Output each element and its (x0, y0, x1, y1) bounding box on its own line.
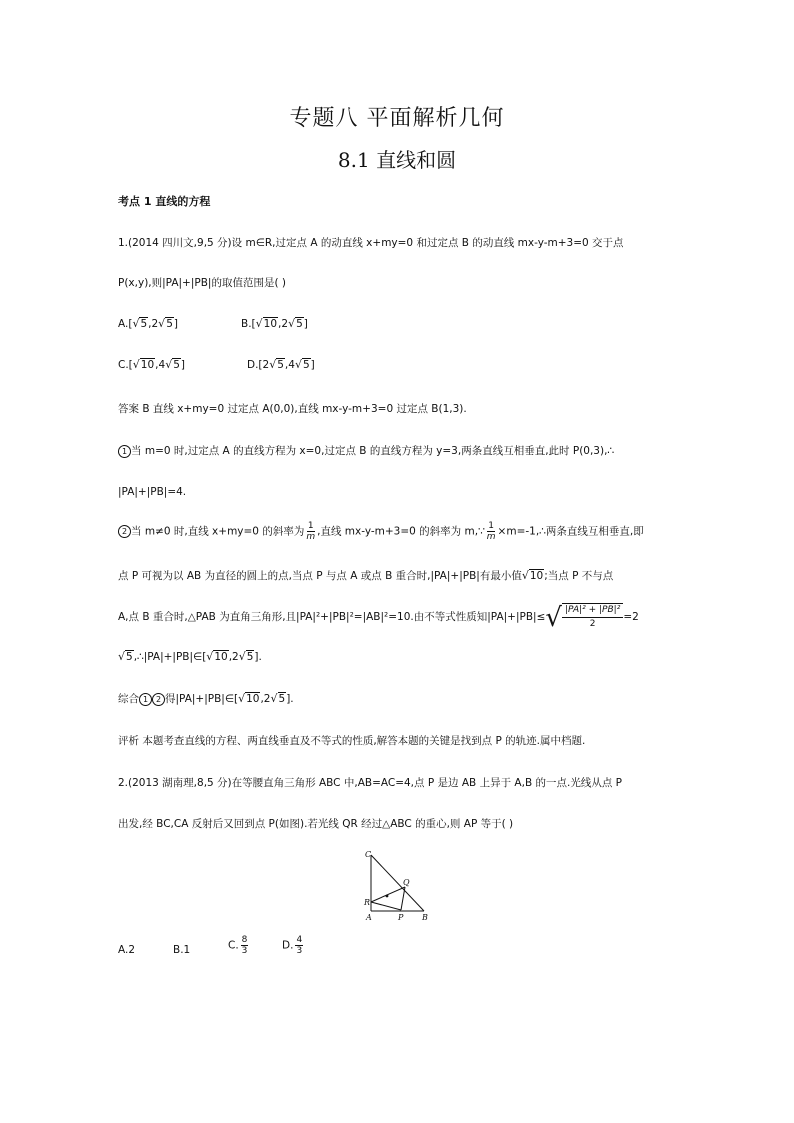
q1-line-min-value: 点 P 可视为以 AB 为直径的圆上的点,当点 P 与点 A 或点 B 重合时,|PA|+|PB|有最小值√10;当点 P 不与点 (118, 569, 614, 582)
sqrt-expression: √ |PA|² + |PB|² 2 (545, 603, 623, 631)
label-c: C (365, 850, 372, 859)
q1-option-c: C.[√10,4√5] (118, 358, 185, 371)
q1-summary: 综合 1 2 得|PA|+|PB|∈[√10,2√5]. (118, 692, 294, 705)
q2-option-b: B.1 (173, 944, 191, 956)
label-q: Q (403, 878, 410, 887)
q1-stem-line-2: P(x,y),则|PA|+|PB|的取值范围是( ) (118, 277, 286, 289)
q1-answer: 答案 B 直线 x+my=0 过定点 A(0,0),直线 mx-y-m+3=0 过定点 B(1,3). (118, 403, 467, 415)
ray-pq (401, 887, 405, 910)
fraction-1-over-m-2: $\frac{1}{m}$ (486, 521, 496, 542)
circled-number-2: 2 (118, 525, 131, 538)
q1-case-2: 2 当 m≠0 时,直线 x+my=0 的斜率为 $\frac{1}{m}$ ,直线 mx-y-m+3=0 的斜率为 m,∵ $\frac{1}{m}$ ×m=-1,∴两条直线互相垂直,即 (118, 521, 644, 542)
q1-case-1: 1 当 m=0 时,过定点 A 的直线方程为 x=0,过定点 B 的直线方程为 y=3,两条直线互相垂直,此时 P(0,3),∴ (118, 444, 614, 458)
fraction-1-over-m: $\frac{1}{m}$ (306, 521, 316, 542)
q1-case-1-result: |PA|+|PB|=4. (118, 486, 187, 498)
q1-option-b: B.[√10,2√5] (241, 317, 308, 330)
label-a: A (366, 913, 372, 922)
ray-rp (371, 902, 401, 910)
q1-comment: 评析 本题考查直线的方程、两直线垂直及不等式的性质,解答本题的关键是找到点 P 的轨迹.属中档题. (118, 735, 586, 747)
label-b: B (422, 913, 428, 922)
q1-stem-line-1: 1.(2014 四川文,9,5 分)设 m∈R,过定点 A 的动直线 x+my=0 和过定点 B 的动直线 mx-y-m+3=0 交于点 (118, 237, 624, 249)
side-bc (371, 855, 424, 911)
q2-stem-line-2: 出发,经 BC,CA 反射后又回到点 P(如图).若光线 QR 经过△ABC 的重心,则 AP 等于( ) (118, 818, 514, 830)
label-r: R (364, 898, 371, 907)
q1-line-range: √5,∴|PA|+|PB|∈[√10,2√5]. (118, 650, 262, 663)
circled-number-1: 1 (118, 445, 131, 458)
q1-option-d: D.[2√5,4√5] (247, 358, 315, 371)
triangle-figure (360, 848, 440, 928)
q1-option-a: A.[√5,2√5] (118, 317, 178, 330)
q2-option-d: D. $\frac{4}{3}$ (282, 935, 303, 956)
q2-option-c: C. $\frac{8}{3}$ (228, 935, 248, 956)
q2-option-a: A.2 (118, 944, 136, 956)
centroid-dot (386, 895, 389, 898)
topic-heading: 考点 1 直线的方程 (118, 195, 211, 208)
label-p: P (398, 913, 404, 922)
q2-stem-line-1: 2.(2013 湖南理,8,5 分)在等腰直角三角形 ABC 中,AB=AC=4,点 P 是边 AB 上异于 A,B 的一点.光线从点 P (118, 777, 622, 789)
ray-qr (371, 887, 405, 902)
section-subtitle: 8.1 直线和圆 (337, 148, 457, 172)
q1-line-inequality: A,点 B 重合时,△PAB 为直角三角形,且|PA|²+|PB|²=|AB|²=10.由不等式性质知|PA|+|PB|≤ √ |PA|² + |PB|² 2 =2 (118, 603, 639, 633)
page-title: 专题八 平面解析几何 (289, 106, 505, 131)
